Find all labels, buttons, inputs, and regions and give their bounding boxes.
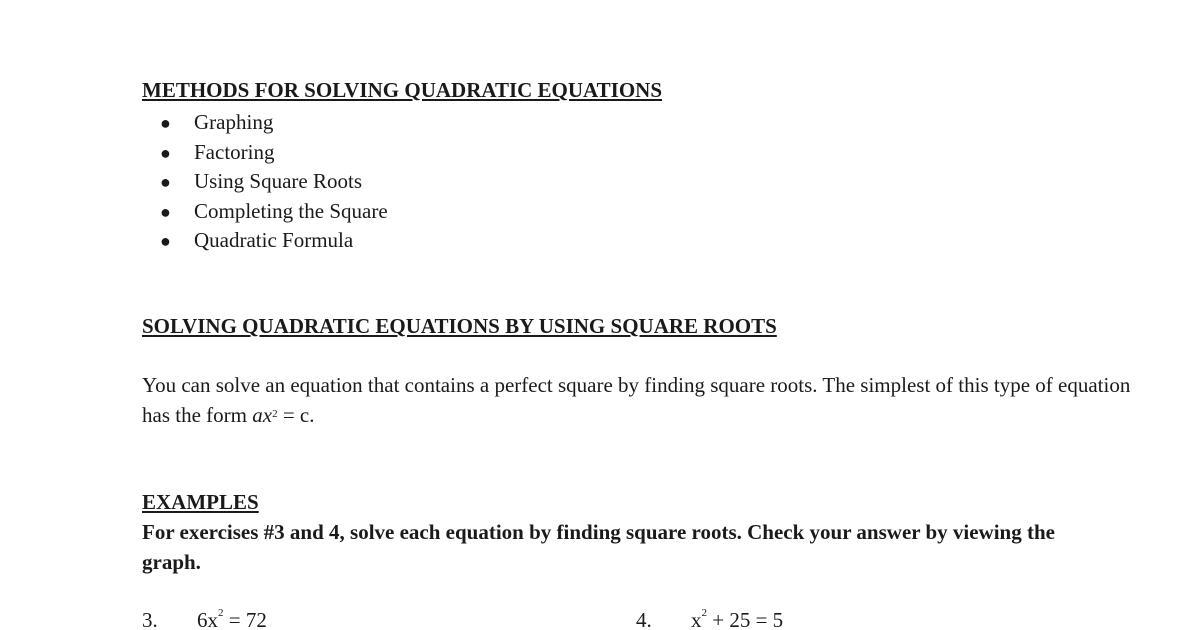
problem-number: 4.: [636, 608, 652, 630]
bullet-icon: ●: [160, 231, 171, 251]
form-base: ax: [252, 403, 273, 427]
intro-text: You can solve an equation that contains a perfect square by finding square roots. The simplest of this type of equation has the form: [142, 373, 1131, 427]
method-label: Quadratic Formula: [194, 228, 354, 252]
equation-rest: = 72: [223, 608, 267, 630]
methods-list: [160, 108, 388, 256]
bullet-icon: ●: [160, 201, 171, 222]
intro-paragraph: [142, 370, 1142, 430]
problem-4: [636, 608, 783, 630]
bullet-icon: ●: [160, 113, 171, 133]
list-item: [160, 226, 388, 256]
method-label: Using Square Roots: [194, 169, 362, 193]
examples-heading: EXAMPLES: [142, 490, 259, 514]
square-roots-heading: SOLVING QUADRATIC EQUATIONS BY USING SQUARE ROOTS: [142, 314, 777, 338]
equation-base: x: [691, 608, 702, 630]
method-label: Completing the Square: [194, 198, 388, 223]
form-rest: = c.: [277, 403, 315, 427]
method-label: Graphing: [194, 110, 274, 134]
equation-exponent: 2: [218, 607, 224, 619]
bullet-icon: ●: [160, 172, 171, 192]
list-item: [160, 108, 388, 138]
methods-heading: METHODS FOR SOLVING QUADRATIC EQUATIONS: [142, 78, 663, 102]
list-item: [160, 138, 388, 168]
equation-rest: + 25 = 5: [707, 608, 784, 630]
equation-base: 6x: [197, 608, 218, 630]
list-item: [160, 197, 388, 227]
form-exponent: 2: [272, 408, 278, 420]
problem-number: 3.: [142, 608, 158, 630]
bullet-icon: ●: [160, 142, 171, 163]
problem-3: [142, 608, 267, 630]
examples-instructions: For exercises #3 and 4, solve each equation by finding square roots. Check your answer by viewing the graph.: [142, 520, 1055, 574]
list-item: [160, 167, 388, 197]
equation-exponent: 2: [701, 607, 707, 619]
method-label: Factoring: [194, 139, 275, 164]
